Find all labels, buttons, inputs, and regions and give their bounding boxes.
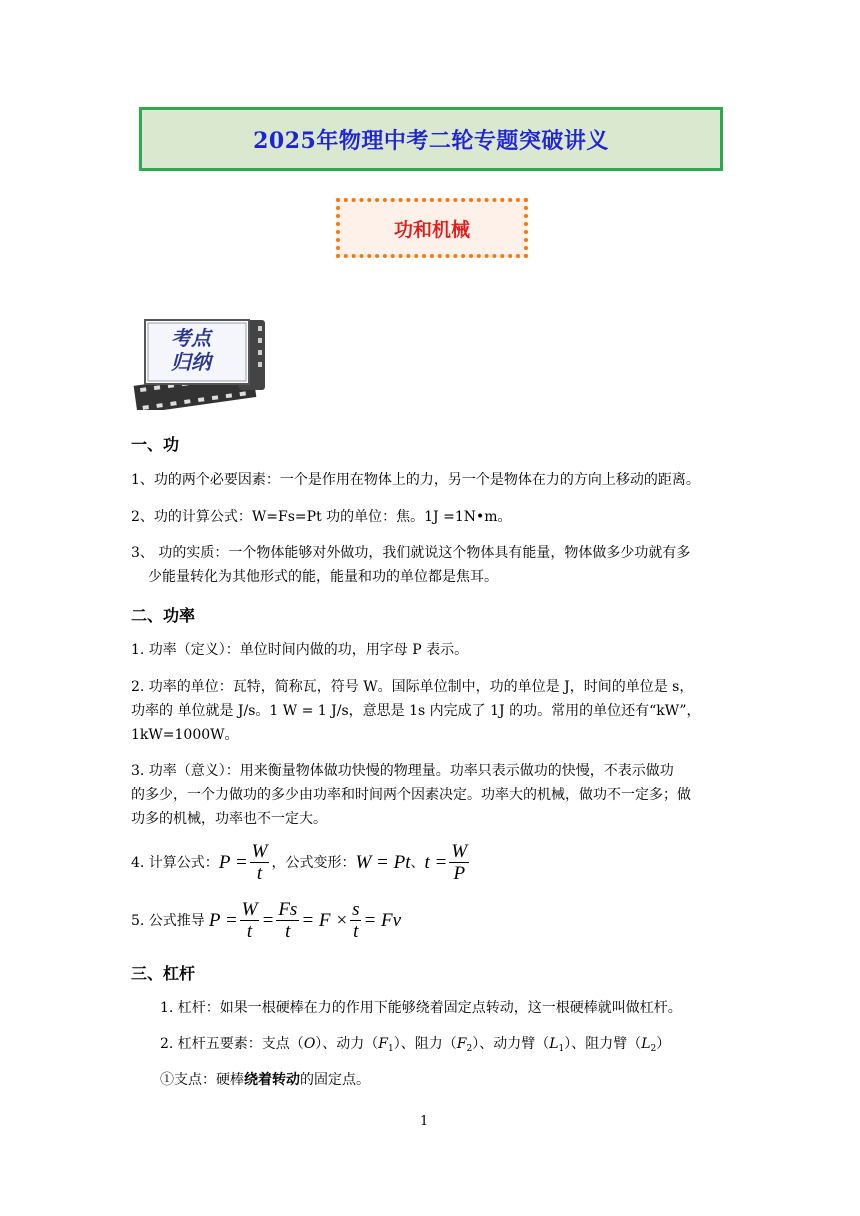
section-heading-power: 二、功率 [131, 606, 196, 625]
key-points-badge [131, 318, 271, 410]
paragraph: 功多的机械，功率也不一定大。 [131, 811, 327, 827]
paragraph: 2. 功率的单位：瓦特，简称瓦，符号 W。国际单位制中，功的单位是 J，时间的单位是 s， [131, 679, 694, 695]
paragraph: 1、功的两个必要因素：一个是作用在物体上的力，另一个是物体在力的方向上移动的距离。 [131, 472, 700, 488]
paragraph: 1kW=1000W。 [131, 727, 239, 743]
paragraph: 的多少，一个力做功的多少由功率和时间两个因素决定。功率大的机械，做功不一定多；做 [131, 787, 691, 803]
formula-derivation: 5. 公式推导 P = $\frac{W}{t}$ = $\frac{Fs}{t}$ = F × $\frac{s}{t}$ = Fv [131, 898, 402, 942]
document-title: 2025年物理中考二轮专题突破讲义 [253, 127, 609, 154]
section-heading-lever: 三、杠杆 [131, 964, 196, 983]
section-heading-work: 一、功 [131, 435, 180, 454]
document-subtitle: 功和机械 [393, 218, 470, 241]
lever-elements: 2. 杠杆五要素：支点（O）、动力$(F_1)$、阻力$(F_2)$、动力臂$(L_1)$、阻力臂$(L_2)$ [160, 1036, 671, 1054]
paragraph: 3、 功的实质：一个物体能够对外做功，我们就说这个物体具有能量，物体做多少功就有多 [131, 545, 691, 561]
paragraph: 少能量转化为其他形式的能，能量和功的单位都是焦耳。 [148, 569, 498, 585]
paragraph: 3. 功率（意义）：用来衡量物体做功快慢的物理量。功率只表示做功的快慢，不表示做功 [131, 763, 674, 779]
fulcrum-definition: ①支点：硬棒绕着转动的固定点。 [160, 1072, 370, 1088]
badge-text: 考点 归纳 [171, 326, 211, 374]
paragraph: 功率的 单位就是 J/s。1 W = 1 J/s，意思是 1s 内完成了 1J 的功。常用的单位还有“kW”， [131, 703, 701, 719]
paragraph: 2、功的计算公式：W=Fs=Pt 功的单位：焦。1J =1N•m。 [131, 509, 512, 525]
formula-power: 4. 计算公式： P = $\frac{W}{t}$ ，公式变形： W = Pt 、 t = $\frac{W}{P}$ [131, 840, 468, 884]
paragraph: 1. 杠杆：如果一根硬棒在力的作用下能够绕着固定点转动，这一根硬棒就叫做杠杆。 [160, 1000, 682, 1016]
paragraph: 1. 功率（定义）：单位时间内做的功，用字母 P 表示。 [131, 642, 469, 658]
title-box [139, 107, 723, 171]
subtitle-box [336, 198, 528, 258]
page-number: 1 [420, 1114, 429, 1129]
